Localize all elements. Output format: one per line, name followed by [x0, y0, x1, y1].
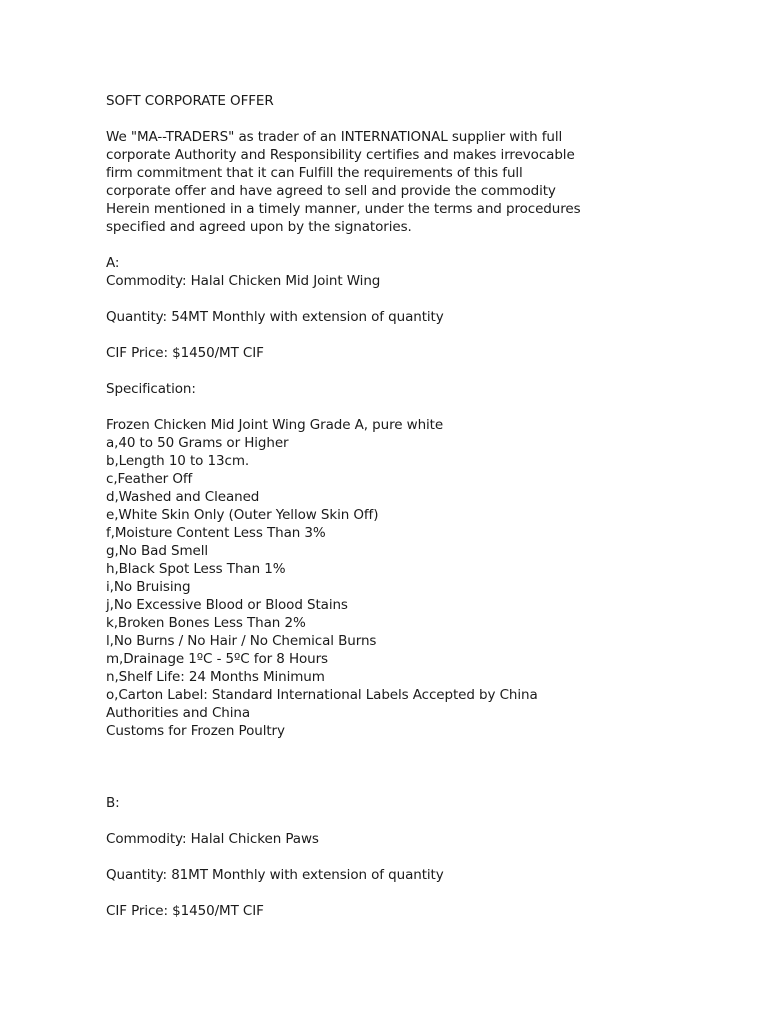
- intro-line: Herein mentioned in a timely manner, under the terms and procedures: [106, 201, 581, 217]
- spacer: [106, 812, 706, 830]
- spec-line: k,Broken Bones Less Than 2%: [106, 615, 306, 631]
- spec-line: i,No Bruising: [106, 579, 191, 595]
- section-b-heading: B:: [106, 795, 120, 811]
- spec-line: Authorities and China: [106, 705, 251, 721]
- spec-line: g,No Bad Smell: [106, 543, 209, 559]
- spacer: [106, 740, 706, 794]
- spec-line: c,Feather Off: [106, 471, 193, 487]
- section-a-spec-heading: Specification:: [106, 381, 196, 397]
- spec-line: b,Length 10 to 13cm.: [106, 453, 250, 469]
- spacer: [106, 236, 706, 254]
- section-b-quantity: Quantity: 81MT Monthly with extension of quantity: [106, 867, 444, 883]
- document-title: SOFT CORPORATE OFFER: [106, 93, 274, 109]
- spec-line: d,Washed and Cleaned: [106, 489, 260, 505]
- section-a-commodity: Commodity: Halal Chicken Mid Joint Wing: [106, 273, 381, 289]
- section-a: [106, 254, 706, 740]
- intro-line: We "MA--TRADERS" as trader of an INTERNATIONAL supplier with full: [106, 129, 563, 145]
- spacer: [106, 290, 706, 308]
- spec-line: l,No Burns / No Hair / No Chemical Burns: [106, 633, 377, 649]
- section-b-price: CIF Price: $1450/MT CIF: [106, 903, 264, 919]
- spec-line: e,White Skin Only (Outer Yellow Skin Off): [106, 507, 379, 523]
- spec-line: o,Carton Label: Standard International Labels Accepted by China: [106, 687, 538, 703]
- spec-line: Customs for Frozen Poultry: [106, 723, 285, 739]
- spacer: [106, 884, 706, 902]
- document-body: [106, 92, 706, 920]
- intro-line: corporate offer and have agreed to sell and provide the commodity: [106, 183, 556, 199]
- spec-line: m,Drainage 1ºC - 5ºC for 8 Hours: [106, 651, 328, 667]
- section-b-commodity: Commodity: Halal Chicken Paws: [106, 831, 319, 847]
- spec-line: Frozen Chicken Mid Joint Wing Grade A, pure white: [106, 417, 444, 433]
- intro-paragraph: [106, 128, 706, 236]
- spec-line: h,Black Spot Less Than 1%: [106, 561, 286, 577]
- intro-line: firm commitment that it can Fulfill the requirements of this full: [106, 165, 523, 181]
- intro-line: specified and agreed upon by the signatories.: [106, 219, 412, 235]
- section-a-quantity: Quantity: 54MT Monthly with extension of quantity: [106, 309, 444, 325]
- spec-line: a,40 to 50 Grams or Higher: [106, 435, 289, 451]
- spec-line: f,Moisture Content Less Than 3%: [106, 525, 326, 541]
- spec-line: j,No Excessive Blood or Blood Stains: [106, 597, 348, 613]
- section-a-heading: A:: [106, 255, 120, 271]
- section-b: [106, 794, 706, 920]
- specification-list: [106, 416, 706, 740]
- spacer: [106, 326, 706, 344]
- section-a-price: CIF Price: $1450/MT CIF: [106, 345, 264, 361]
- intro-line: corporate Authority and Responsibility certifies and makes irrevocable: [106, 147, 575, 163]
- spacer: [106, 398, 706, 416]
- spacer: [106, 848, 706, 866]
- spacer: [106, 362, 706, 380]
- spacer: [106, 110, 706, 128]
- spec-line: n,Shelf Life: 24 Months Minimum: [106, 669, 325, 685]
